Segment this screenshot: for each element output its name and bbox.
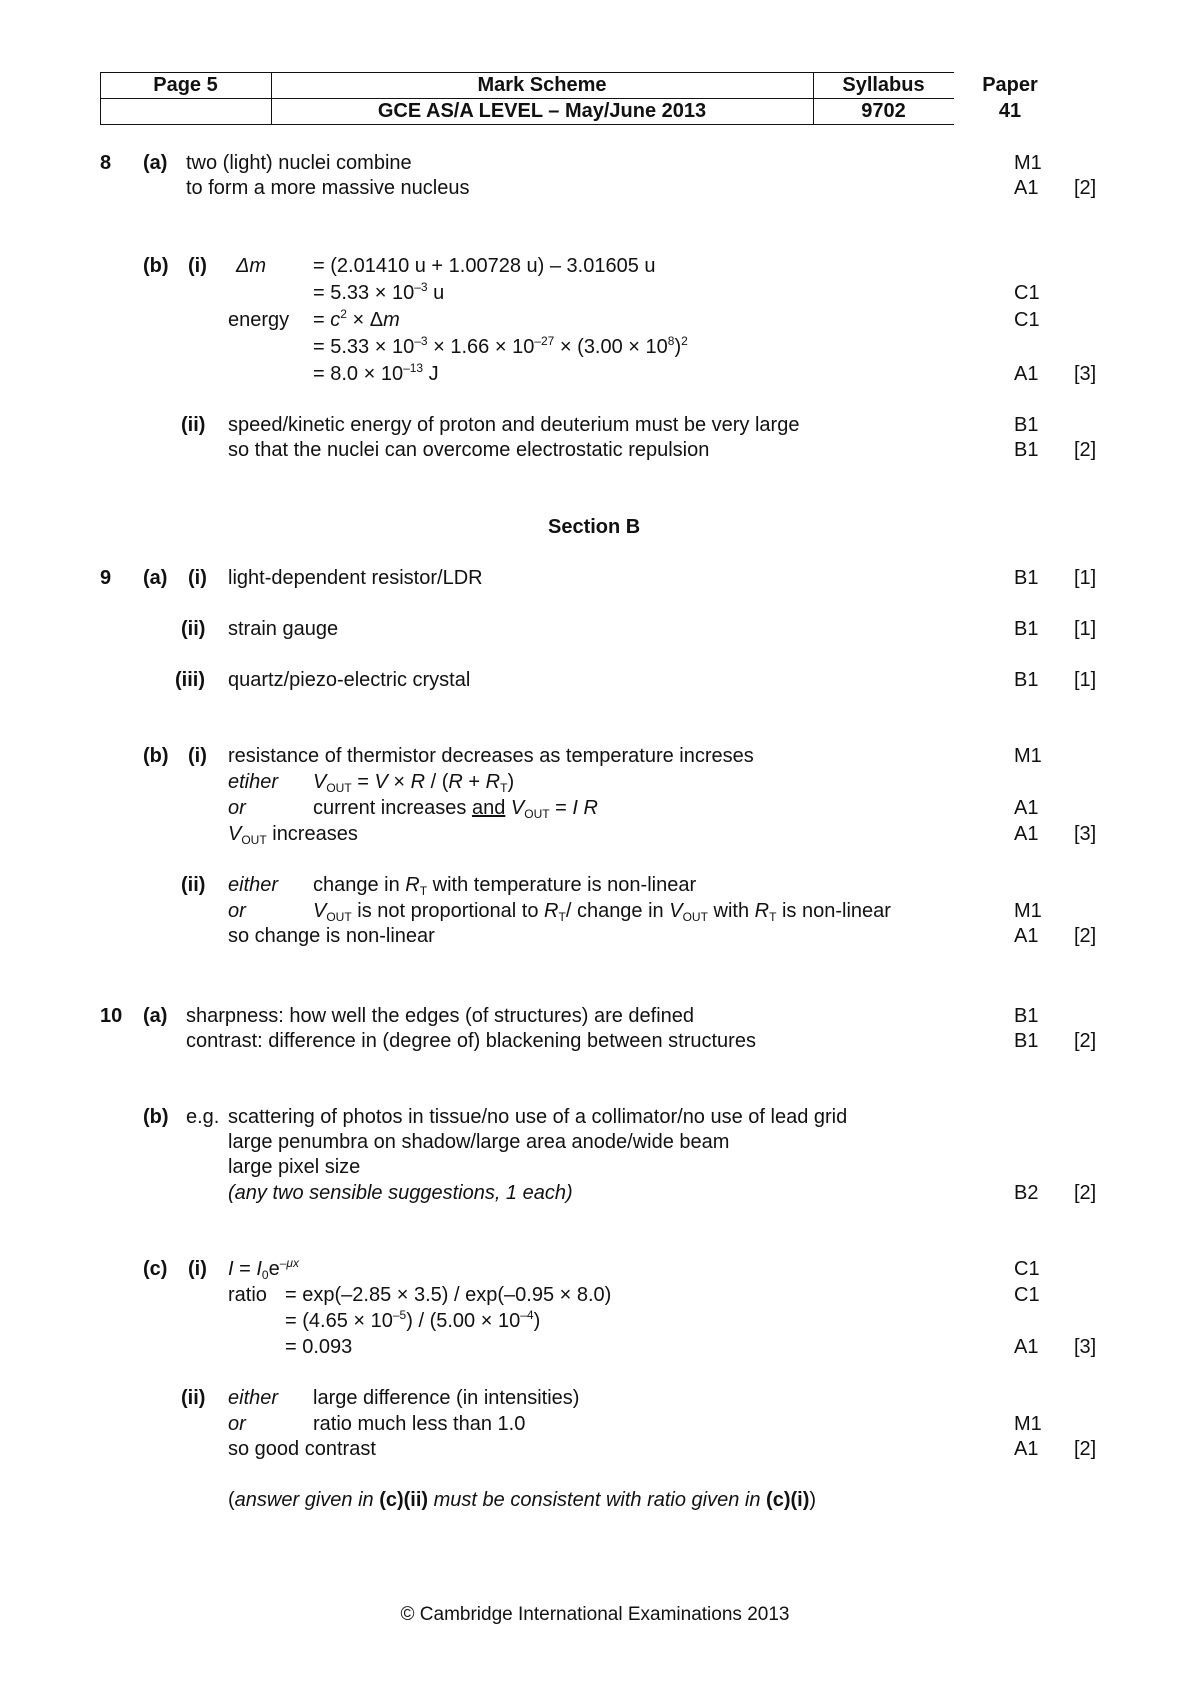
mark-code: B1 [1014,414,1039,436]
part-label: (b) [143,255,169,277]
alternative-label: or [228,797,246,819]
subpart-label: (ii) [181,618,206,640]
mark-code: A1 [1014,925,1039,947]
question-number: 8 [100,152,112,174]
paper-number: 41 [998,100,1022,122]
equation-line: = exp(–2.85 × 3.5) / exp(–0.95 × 8.0) [285,1284,612,1306]
equation-line: = $5.33 \times 10^{-3}$ u [313,280,445,304]
mark-code: A1 [1014,823,1039,845]
mark-total: [1] [1074,567,1097,589]
equation-line: = 0.093 [285,1336,353,1358]
answer-line: scattering of photos in tissue/no use of a collimator/no use of lead grid [228,1106,848,1128]
answer-line: quartz/piezo-electric crystal [228,669,471,691]
answer-line: ratio much less than 1.0 [313,1413,526,1435]
answer-line: speed/kinetic energy of proton and deuterium must be very large [228,414,800,436]
mark-code: M1 [1014,900,1042,922]
mark-total: [3] [1074,363,1097,385]
mark-code: B1 [1014,567,1039,589]
mark-code: M1 [1014,152,1042,174]
mark-code: M1 [1014,1413,1042,1435]
mark-total: [2] [1074,1182,1097,1204]
answer-line: strain gauge [228,618,339,640]
question-number: 10 [100,1005,123,1027]
mark-code: A1 [1014,177,1039,199]
mark-total: [3] [1074,823,1097,845]
equation-line: = $8.0 \times 10^{-13}$ J [313,361,439,385]
mark-scheme-heading: Mark Scheme [477,74,607,96]
answer-line: so change is non-linear [228,925,435,947]
mark-code: B1 [1014,669,1039,691]
part-label: (a) [143,567,168,589]
equation-line: = (2.01410 u + 1.00728 u) – 3.01605 u [313,255,656,277]
answer-line: light-dependent resistor/LDR [228,567,483,589]
delta-m-symbol: Δm [236,255,267,277]
mark-code: B1 [1014,439,1039,461]
mark-total: [2] [1074,177,1097,199]
mark-code: B2 [1014,1182,1039,1204]
answer-line: to form a more massive nucleus [186,177,470,199]
alternative-label: etiher [228,771,279,793]
equation-line: = $5.33 \times 10^{-3} \times 1.66 \times 10^{-27} \times (3.00 \times 10^8)^2$ [313,334,688,358]
mark-total: [1] [1074,669,1097,691]
answer-line: resistance of thermistor decreases as temperature increses [228,745,754,767]
subpart-label: (ii) [181,1387,206,1409]
page-number: Page 5 [153,74,218,96]
mark-code: B1 [1014,618,1039,640]
mark-total: [2] [1074,925,1097,947]
answer-line: two (light) nuclei combine [186,152,412,174]
table-rule [100,124,954,125]
energy-label: energy [228,309,290,331]
mark-code: B1 [1014,1030,1039,1052]
answer-line: contrast: difference in (degree of) blackening between structures [186,1030,756,1052]
mark-total: [2] [1074,1030,1097,1052]
part-label: (a) [143,1005,168,1027]
ratio-label: ratio [228,1284,267,1306]
mark-code: C1 [1014,1284,1040,1306]
answer-line: sharpness: how well the edges (of structures) are defined [186,1005,695,1027]
section-heading: Section B [548,516,641,538]
answer-line: large pixel size [228,1156,361,1178]
mark-code: A1 [1014,797,1039,819]
equation-line: change in $R_T$ with temperature is non-linear [313,874,697,898]
mark-total: [2] [1074,439,1097,461]
copyright-footer: © Cambridge International Examinations 2013 [400,1604,790,1625]
subpart-label: (iii) [175,669,205,691]
mark-code: M1 [1014,745,1042,767]
mark-code: A1 [1014,1438,1039,1460]
mark-code: B1 [1014,1005,1039,1027]
header-table [100,72,1038,124]
alternative-label: or [228,900,246,922]
mark-code: C1 [1014,309,1040,331]
part-label: (b) [143,1106,169,1128]
equation-line: $V_{OUT} = V \times R / (R + R_T)$ [313,771,515,795]
part-label: (c) [143,1258,168,1280]
subpart-label: (i) [188,567,207,589]
answer-line: large difference (in intensities) [313,1387,580,1409]
mark-code: A1 [1014,1336,1039,1358]
syllabus-code: 9702 [861,100,906,122]
question-number: 9 [100,567,112,589]
subpart-label: (i) [188,745,207,767]
syllabus-heading: Syllabus [842,74,925,96]
equation-line: $V_{OUT}$ is not proportional to $R_T/$ change in $V_{OUT}$ with $R_T$ is non-linear [313,900,891,924]
paper-heading: Paper [982,74,1038,96]
mark-total: [3] [1074,1336,1097,1358]
guidance-note: (any two sensible suggestions, 1 each) [228,1182,573,1204]
subpart-label: (i) [188,1258,207,1280]
answer-line: so good contrast [228,1438,376,1460]
part-label: (b) [143,745,169,767]
equation-line: $I = I_0e^{-\mu x}$ [228,1256,299,1282]
equation-line: current increases and $V_{OUT} = I$ R [313,797,598,821]
mark-total: [2] [1074,1438,1097,1460]
subpart-label: (i) [188,255,207,277]
equation-line: = $(4.65 \times 10^{-5}) / (5.00 \times 10^{-4})$ [285,1308,541,1332]
mark-total: [1] [1074,618,1097,640]
equation-line: = $c^2 \times \Delta m$ [313,307,400,331]
part-label: (a) [143,152,168,174]
answer-line: so that the nuclei can overcome electrostatic repulsion [228,439,710,461]
subpart-label: (ii) [181,414,206,436]
answer-line: $V_{OUT}$ increases [228,823,358,847]
example-label: e.g. [186,1106,220,1128]
alternative-label: either [228,874,279,896]
answer-line: large penumbra on shadow/large area anode/wide beam [228,1131,730,1153]
consistency-note: (answer given in (c)(ii) must be consistent with ratio given in (c)(i)) [228,1489,817,1511]
alternative-label: or [228,1413,246,1435]
mark-code: C1 [1014,282,1040,304]
qualification: GCE AS/A LEVEL – May/June 2013 [377,100,707,122]
alternative-label: either [228,1387,279,1409]
mark-code: C1 [1014,1258,1040,1280]
mark-code: A1 [1014,363,1039,385]
subpart-label: (ii) [181,874,206,896]
